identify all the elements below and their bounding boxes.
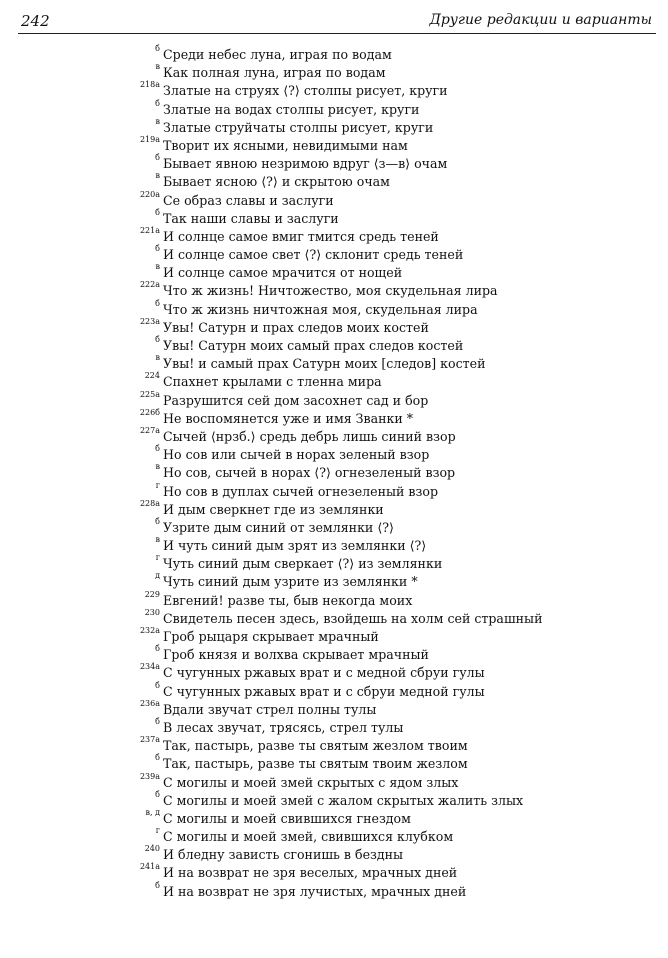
line-number: 222а [139,280,160,290]
verse-text: И солнце самое мрачится от нощей [163,265,403,281]
variant-lines [0,46,668,901]
verse-text: Златые на струях ⟨?⟩ столпы рисует, круги [163,83,448,99]
verse-text: Чуть синий дым узрите из землянки * [163,574,418,590]
verse-line [0,516,668,537]
verse-line [0,116,668,137]
line-number: 237а [139,735,160,745]
line-number: в [155,171,160,181]
verse-line [0,64,668,82]
page-header [0,0,668,34]
verse-line [0,264,668,282]
verse-line [0,755,668,773]
verse-line [0,789,668,810]
header-rule [18,33,656,34]
line-number: 221а [139,225,160,235]
verse-text: Так наши славы и заслуги [163,210,339,226]
verse-line [0,425,668,446]
line-number: 218а [139,80,160,90]
verse-text: И бледну зависть сгонишь в бездны [163,847,404,863]
verse-text: И на возврат не зря веселых, мрачных дней [163,865,458,881]
verse-line [0,246,668,264]
verse-line [0,628,668,646]
line-number: б [155,444,160,454]
verse-line [0,807,668,828]
verse-line [0,589,668,610]
verse-line [0,355,668,373]
verse-line [0,407,668,428]
line-number: б [155,880,160,890]
verse-line [0,498,668,519]
verse-text: Свидетель песен здесь, взойдешь на холм сей страшный [163,610,543,626]
verse-line [0,464,668,482]
verse-line [0,646,668,664]
line-number: б [155,716,160,726]
verse-text: С могилы и моей змей скрытых с ядом злых [163,774,459,790]
verse-text: Узрите дым синий от землянки ⟨?⟩ [163,519,394,535]
verse-line [0,82,668,100]
verse-line [0,607,668,628]
verse-line [0,737,668,755]
verse-text: Гроб князя и волхва скрывает мрачный [163,647,429,663]
line-number: д [155,571,160,581]
verse-text: С могилы и моей змей с жалом скрытых жалить злых [163,792,524,808]
line-number: б [155,789,160,799]
verse-text: Так, пастырь, разве ты святым жезлом твоим [163,738,468,754]
verse-line [0,880,668,901]
line-number: б [155,153,160,163]
line-number: 234а [139,662,160,672]
verse-text: С чугунных ржавых врат и с медной сбруи гулы [163,665,485,681]
verse-text: С чугунных ржавых врат и с сбруи медной гулы [163,683,485,699]
line-number: б [155,98,160,108]
line-number: 239а [139,771,160,781]
verse-text: Златые на водах столпы рисует, круги [163,101,420,117]
verse-line [0,680,668,701]
verse-line [0,864,668,882]
verse-text: С могилы и моей свившихся гнездом [163,810,411,826]
verse-text: Увы! и самый прах Сатурн моих [следов] костей [163,356,486,372]
verse-text: Бывает ясною ⟨?⟩ и скрытою очам [163,174,390,190]
verse-text: Но сов в дуплах сычей огнезеленый взор [163,483,439,499]
line-number: б [155,680,160,690]
verse-text: И на возврат не зря лучистых, мрачных дней [163,883,467,899]
line-number: б [155,44,160,53]
verse-line [0,282,668,300]
verse-text: Не воспомянется уже и имя Званки * [163,410,414,426]
verse-text: Творит их ясными, невидимыми нам [163,137,408,153]
line-number: в [155,353,160,363]
verse-text: И солнце самое свет ⟨?⟩ склонит средь теней [163,247,464,263]
line-number: 226б [139,407,160,417]
line-number: в [155,462,160,472]
verse-line [0,716,668,737]
line-number: б [155,244,160,254]
verse-line [0,555,668,573]
verse-text: С могилы и моей змей, свившихся клубком [163,829,454,845]
verse-text: Что ж жизнь ничтожная моя, скудельная лира [163,301,478,317]
verse-line [0,189,668,210]
verse-line [0,316,668,337]
verse-line [0,846,668,864]
verse-text: Златые струйчаты столпы рисует, круги [163,119,434,135]
page-number: 242 [21,12,50,30]
line-number: в [155,116,160,126]
verse-line [0,155,668,173]
verse-line [0,446,668,464]
verse-text: Гроб рыцаря скрывает мрачный [163,629,379,644]
line-number: в [155,262,160,272]
line-number: 236а [139,698,160,708]
running-title: Другие редакции и варианты [429,12,652,28]
verse-text: Евгений! разве ты, быв некогда моих [163,592,413,608]
verse-text: Увы! Сатурн и прах следов моих костей [163,319,429,335]
verse-line [0,337,668,355]
line-number: 240 [144,844,160,854]
verse-text: Бывает явною незримою вдруг ⟨з—в⟩ очам [163,156,448,172]
line-number: б [155,298,160,308]
line-number: в [155,535,160,545]
verse-text: Что ж жизнь! Ничтожество, моя скудельная лира [163,283,498,299]
verse-text: Но сов или сычей в норах зеленый взор [163,447,430,463]
verse-text: Так, пастырь, разве ты святым твоим жезлом [163,756,468,772]
verse-text: И чуть синий дым зрят из землянки ⟨?⟩ [163,538,427,554]
verse-line [0,298,668,319]
verse-text: Среди небес луна, играя по водам [163,47,392,62]
verse-line [0,173,668,191]
verse-text: Как полная луна, играя по водам [163,65,386,81]
verse-text: Сычей ⟨нрзб.⟩ средь дебрь лишь синий взор [163,428,456,444]
line-number: 224 [144,371,160,381]
line-number: 219а [139,134,160,144]
line-number: 227а [139,425,160,435]
verse-line [0,537,668,555]
line-number: б [155,516,160,526]
verse-line [0,46,668,64]
verse-line [0,480,668,501]
line-number: г [155,826,160,836]
line-number: б [155,753,160,763]
line-number: 229 [144,589,160,599]
verse-text: И дым сверкнет где из землянки [163,501,384,517]
line-number: 232а [139,626,160,635]
verse-text: И солнце самое вмиг тмится средь теней [163,228,439,244]
line-number: 228а [139,498,160,508]
line-number: в [155,62,160,72]
line-number: 230 [144,607,160,617]
verse-line [0,207,668,228]
verse-text: Спахнет крылами с тленна мира [163,374,382,390]
verse-line [0,828,668,846]
verse-text: Но сов, сычей в норах ⟨?⟩ огнезеленый взор [163,465,456,481]
line-number: 225а [139,389,160,399]
verse-line [0,134,668,155]
verse-text: Разрушится сей дом засохнет сад и бор [163,392,429,408]
line-number: в, д [145,807,160,817]
verse-text: Увы! Сатурн моих самый прах следов костей [163,338,464,353]
line-number: б [155,207,160,217]
verse-line [0,573,668,591]
line-number: г [155,553,160,563]
verse-line [0,98,668,119]
verse-line [0,389,668,410]
verse-text: В лесах звучат, трясясь, стрел тулы [163,719,404,735]
verse-text: Чуть синий дым сверкает ⟨?⟩ из землянки [163,556,443,572]
line-number: 223а [139,316,160,326]
line-number: г [155,480,160,490]
line-number: 220а [139,189,160,199]
verse-line [0,225,668,246]
verse-line [0,771,668,792]
verse-line [0,698,668,719]
line-number: 241а [139,862,160,872]
verse-text: Се образ славы и заслуги [163,192,334,208]
verse-line [0,373,668,391]
line-number: б [155,644,160,654]
line-number: б [155,335,160,344]
verse-text: Вдали звучат стрел полны тулы [163,701,377,717]
verse-line [0,664,668,682]
